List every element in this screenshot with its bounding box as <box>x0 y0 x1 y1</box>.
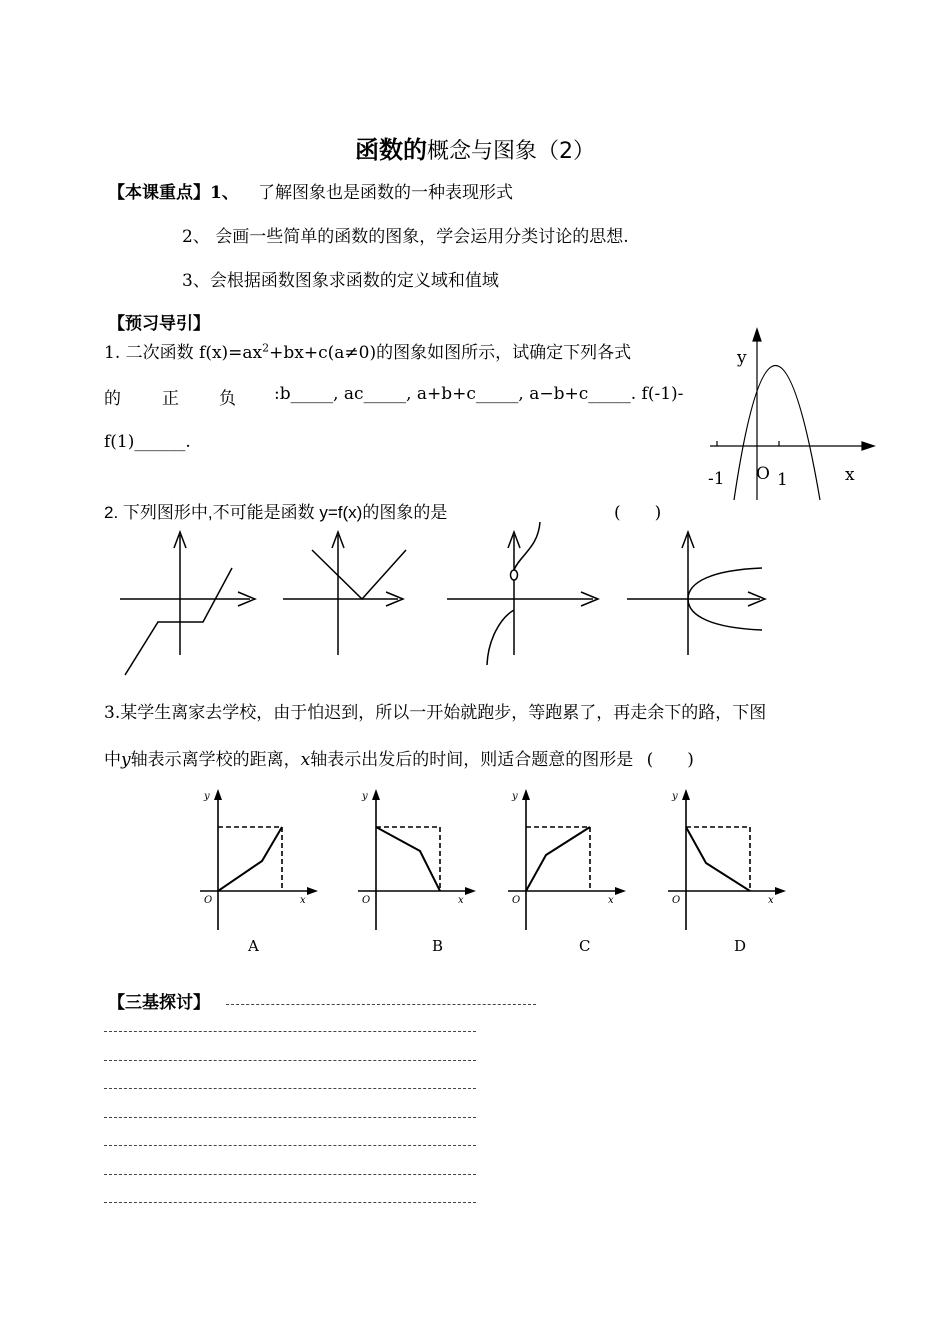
q2-figure-4 <box>627 532 765 655</box>
focus-item-2: 2、 会画一些简单的函数的图象，学会运用分类讨论的思想. <box>182 227 629 247</box>
q2-figure-2 <box>283 532 406 655</box>
discussion-line-6 <box>104 1174 476 1175</box>
q2-text: 2. 下列图形中,不可能是函数 y=f(x)的图象的是 <box>104 503 448 522</box>
discussion-line-5 <box>104 1145 476 1146</box>
option-b-y-label: y <box>362 791 368 802</box>
option-c-x-label: x <box>608 895 614 906</box>
q3-line-2: 中y轴表示离学校的距离，x轴表示出发后的时间，则适合题意的图形是 ( ) <box>104 750 694 770</box>
preview-header: 【预习导引】 <box>108 314 210 334</box>
q1-line-1: 1. 二次函数 $f(x)=ax^2+bx+c(a\ne 0)$的图象如图所示，试确定下列各式 <box>104 341 632 363</box>
option-c-label: C <box>579 937 591 955</box>
parabola-origin-label: O <box>756 464 770 484</box>
title-rest: 概念与图象（2） <box>427 139 595 164</box>
focus-header: 【本课重点】1、 <box>108 183 239 203</box>
discussion-line-0 <box>226 1004 536 1005</box>
q2-figure-3 <box>447 522 598 665</box>
option-a-graph <box>200 789 318 930</box>
option-c-graph <box>508 789 626 930</box>
option-d-origin-label: O <box>672 895 681 906</box>
discussion-line-4 <box>104 1117 476 1118</box>
option-c-y-label: y <box>512 791 518 802</box>
parabola-y-arrow <box>753 329 761 341</box>
option-d-y-label: y <box>672 791 678 802</box>
option-b-label: B <box>432 937 444 955</box>
parabola-neg1-label: -1 <box>708 469 725 489</box>
discussion-line-7 <box>104 1202 476 1203</box>
discussion-line-2 <box>104 1060 476 1061</box>
q2-answer-paren: ( ) <box>614 503 662 523</box>
option-a-label: A <box>248 937 259 955</box>
option-b-graph <box>358 789 476 930</box>
option-a-origin-label: O <box>204 895 213 906</box>
discussion-header: 【三基探讨】 <box>108 993 210 1013</box>
parabola-y-label: y <box>737 348 747 368</box>
parabola-x-label: x <box>845 465 855 485</box>
q1-line-3: f(1)______. <box>104 432 191 452</box>
q2-figure-1 <box>120 532 255 675</box>
focus-item-1: 了解图象也是函数的一种表现形式 <box>258 183 513 203</box>
parabola-figure <box>700 325 890 505</box>
parabola-one-label: 1 <box>777 470 788 490</box>
option-b-origin-label: O <box>362 895 371 906</box>
option-a-x-label: x <box>300 895 306 906</box>
title-bold: 函数的 <box>355 136 427 164</box>
option-d-graph <box>668 789 786 930</box>
focus-item-3: 3、会根据函数图象求函数的定义域和值域 <box>182 271 499 291</box>
option-b-x-label: x <box>458 895 464 906</box>
option-a-y-label: y <box>204 791 210 802</box>
q1-line-2: 的 正 负 :b_____, ac_____, a+b+c_____, a−b+c_____. f(-1)- <box>104 384 684 409</box>
option-d-x-label: x <box>768 895 774 906</box>
q3-option-graphs <box>190 785 800 965</box>
option-d-label: D <box>734 937 747 955</box>
page-title <box>0 130 950 165</box>
parabola-x-arrow <box>862 442 874 450</box>
option-c-origin-label: O <box>512 895 521 906</box>
q3-line-1: 3.某学生离家去学校，由于怕迟到，所以一开始就跑步，等跑累了，再走余下的路，下图 <box>104 703 767 723</box>
discussion-line-3 <box>104 1088 476 1089</box>
discussion-line-1 <box>104 1031 476 1032</box>
q2-figures <box>100 520 790 680</box>
